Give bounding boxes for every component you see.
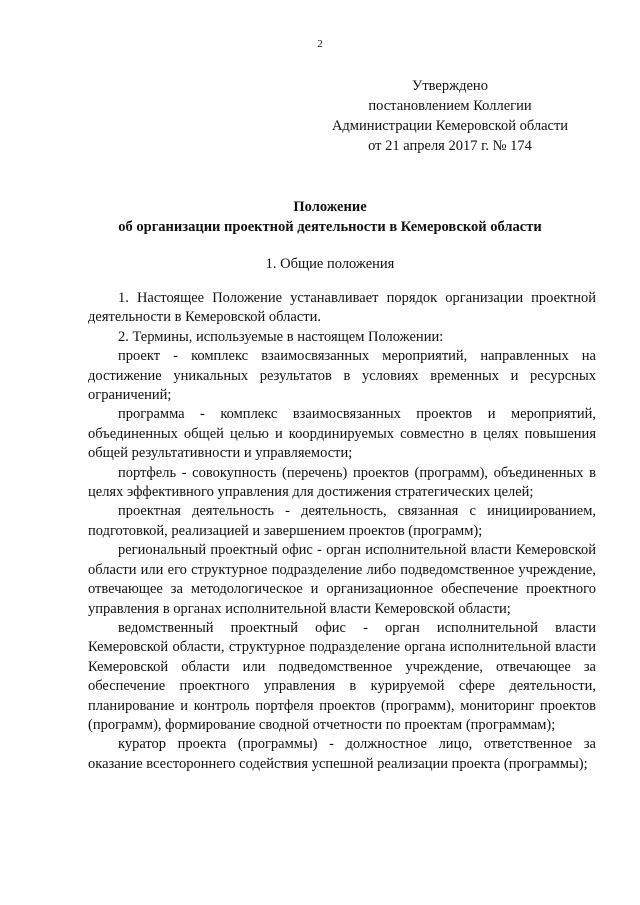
section-heading: 1. Общие положения	[265, 256, 395, 272]
definition-paragraph: портфель - совокупность (перечень) проектов (программ), объединенных в целях эффективного управления для достижения стратегических целей;	[88, 464, 596, 501]
approval-block	[300, 76, 600, 156]
approval-line: постановлением Коллегии	[368, 98, 532, 114]
definition-paragraph: куратор проекта (программы) - должностное лицо, ответственное за оказание всестороннего содействия успешной реализации проекта (программы);	[88, 736, 596, 772]
paragraph: 2. Термины, используемые в настоящем Положении:	[118, 328, 444, 345]
page-number: 2	[317, 38, 323, 50]
definition-paragraph: региональный проектный офис - орган исполнительной власти Кемеровской области или его структурное подразделение либо подведомственное учреждение, отвечающее за методологическое и организационное обеспечение проектного управления в органах исполнительной власти Кемеровской области;	[88, 542, 596, 617]
approval-line: от 21 апреля 2017 г. № 174	[368, 138, 532, 154]
definition-paragraph: проектная деятельность - деятельность, связанная с инициированием, подготовкой, реализацией и завершением проектов (программ);	[88, 503, 596, 539]
title-line: Положение	[293, 199, 367, 215]
definition-paragraph: программа - комплекс взаимосвязанных проектов и мероприятий, объединенных общей целью и координируемых совместно в целях повышения общей результативности и управляемости;	[88, 406, 596, 462]
approval-line: Утверждено	[412, 78, 488, 94]
body-text	[88, 289, 596, 774]
definition-paragraph: проект - комплекс взаимосвязанных мероприятий, направленных на достижение уникальных результатов в условиях временных и ресурсных ограничений;	[88, 348, 596, 404]
document-title	[60, 197, 600, 237]
approval-line: Администрации Кемеровской области	[331, 118, 569, 134]
title-line: об организации проектной деятельности в Кемеровской области	[118, 219, 542, 235]
definition-paragraph: ведомственный проектный офис - орган исполнительной власти Кемеровской области, структурное подразделение органа исполнительной власти Кемеровской области или подведомственное учреждение, отвечающее за обеспечение проектного управления в курируемой сфере деятельности, планирование и контроль портфеля проектов (программ), мониторинг проектов (программ), формирование сводной отчетности по проектам (программам);	[88, 619, 596, 733]
paragraph: 1. Настоящее Положение устанавливает порядок организации проектной деятельности в Кемеровской области.	[88, 290, 596, 326]
